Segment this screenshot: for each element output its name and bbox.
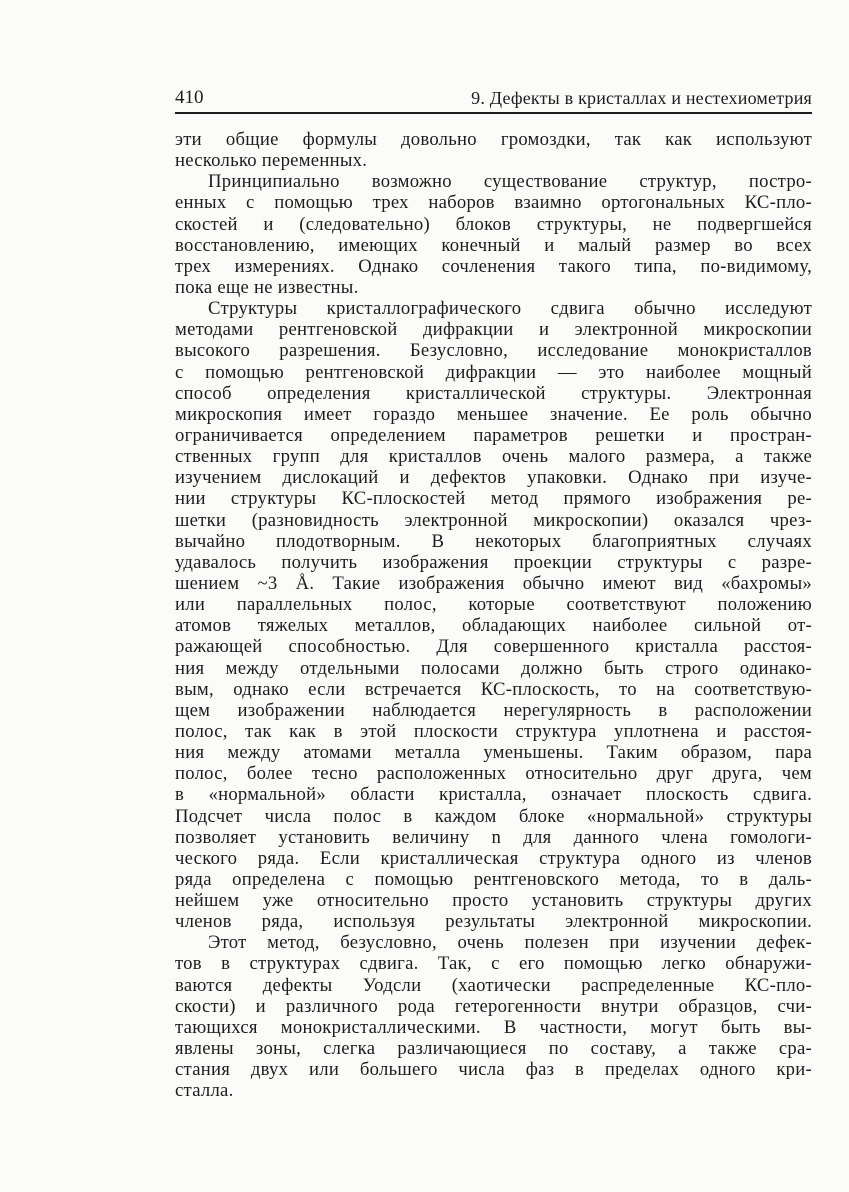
text-line: енных с помощью трех наборов взаимно ортогональных КС-пло- xyxy=(175,192,812,214)
text-line: способ определения кристаллической структуры. Электронная xyxy=(175,382,812,404)
text-line: высокого разрешения. Безусловно, исследование монокристаллов xyxy=(175,340,812,362)
text-line: ваются дефекты Уодсли (хаотически распределенные КС-пло- xyxy=(175,974,812,996)
text-line: несколько переменных. xyxy=(175,150,368,172)
running-title: 9. Дефекты в кристаллах и нестехиометрия xyxy=(471,88,812,108)
text-line: изучением дислокаций и дефектов упаковки. Однако при изуче- xyxy=(175,467,812,489)
text-line: ческого ряда. Если кристаллическая структура одного из членов xyxy=(175,847,812,869)
text-line: трех измерениях. Однако сочленения такого типа, по-видимому, xyxy=(175,255,812,277)
text-line: вым, однако если встречается КС-плоскость, то на соответствую- xyxy=(175,678,812,700)
text-line: ражающей способностью. Для совершенного кристалла расстоя- xyxy=(175,636,812,658)
text-line: членов ряда, используя результаты электронной микроскопии. xyxy=(175,911,812,933)
text-line: восстановлению, имеющих конечный и малый размер во всех xyxy=(175,234,812,256)
text-line: тающихся монокристаллическими. В частности, могут быть вы- xyxy=(175,1016,812,1038)
text-line: вычайно плодотворным. В некоторых благоприятных случаях xyxy=(175,530,812,552)
text-line: явлены зоны, слегка различающиеся по составу, а также сра- xyxy=(175,1038,812,1060)
text-line: нейшем уже относительно просто установить структуры других xyxy=(175,890,812,912)
text-line: шением ~3 Å. Такие изображения обычно имеют вид «бахромы» xyxy=(175,572,812,594)
text-line: в «нормальной» области кристалла, означает плоскость сдвига. xyxy=(175,784,812,806)
text-line: с помощью рентгеновской дифракции — это наиболее мощный xyxy=(175,361,812,383)
text-line: сталла. xyxy=(175,1080,234,1102)
text-line: Принципиально возможно существование структур, постро- xyxy=(208,171,812,193)
text-line: скости) и различного рода гетерогенности внутри образцов, счи- xyxy=(175,995,812,1017)
body-text xyxy=(175,129,812,1101)
text-line: полос, так как в этой плоскости структура уплотнена и расстоя- xyxy=(175,720,812,742)
text-line: тов в структурах сдвига. Так, с его помощью легко обнаружи- xyxy=(175,953,812,975)
text-line: Подсчет числа полос в каждом блоке «нормальной» структуры xyxy=(175,805,812,827)
text-line: скостей и (следовательно) блоков структуры, не подвергшейся xyxy=(175,213,812,235)
text-line: эти общие формулы довольно громоздки, так как используют xyxy=(175,129,812,150)
text-line: или параллельных полос, которые соответствуют положению xyxy=(175,594,812,616)
text-line: шетки (разновидность электронной микроскопии) оказался чрез- xyxy=(175,509,812,531)
text-line: микроскопия имеет гораздо меньшее значение. Ее роль обычно xyxy=(175,403,812,425)
text-line: Структуры кристаллографического сдвига обычно исследуют xyxy=(208,298,812,320)
text-line: полос, более тесно расположенных относительно друг друга, чем xyxy=(175,763,812,785)
text-line: нии структуры КС-плоскостей метод прямого изображения ре- xyxy=(175,488,812,510)
text-line: ряда определена с помощью рентгеновского метода, то в даль- xyxy=(175,868,812,890)
text-line: удавалось получить изображения проекции структуры с разре- xyxy=(175,551,812,573)
text-line: стания двух или большего числа фаз в пределах одного кри- xyxy=(175,1059,812,1081)
text-line: ния между атомами металла уменьшены. Таким образом, пара xyxy=(175,742,812,764)
page-header xyxy=(175,86,812,114)
text-line: атомов тяжелых металлов, обладающих наиболее сильной от- xyxy=(175,615,812,637)
text-line: ния между отдельными полосами должно быть строго одинако- xyxy=(175,657,812,679)
text-line: Этот метод, безусловно, очень полезен при изучении дефек- xyxy=(208,932,812,954)
text-line: пока еще не известны. xyxy=(175,276,359,298)
text-line: ограничивается определением параметров решетки и простран- xyxy=(175,424,812,446)
text-line: щем изображении наблюдается нерегулярность в расположении xyxy=(175,699,812,721)
text-line: ственных групп для кристаллов очень малого размера, а также xyxy=(175,446,812,468)
text-line: методами рентгеновской дифракции и электронной микроскопии xyxy=(175,319,812,341)
page-number: 410 xyxy=(175,87,204,108)
text-line: позволяет установить величину n для данного члена гомологи- xyxy=(175,826,812,848)
